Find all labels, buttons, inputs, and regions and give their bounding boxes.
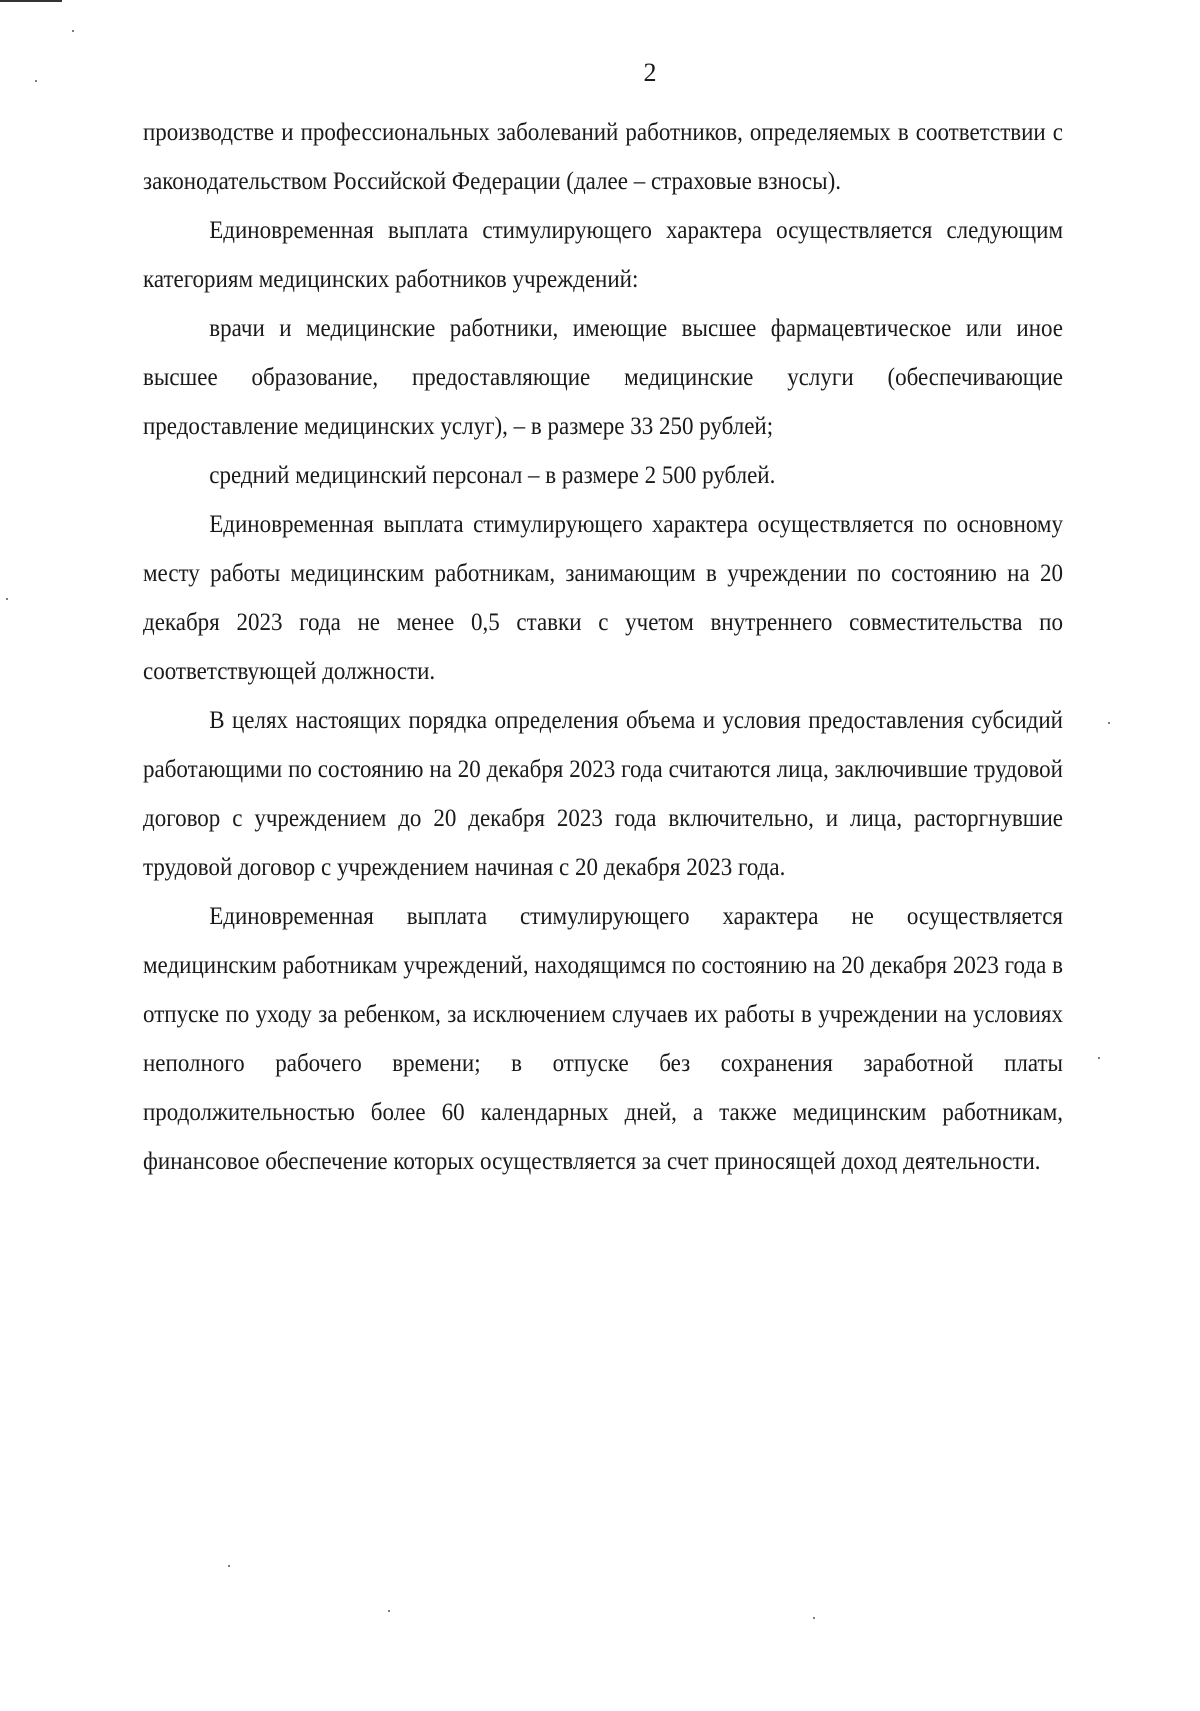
scan-artifact-line: [0, 0, 62, 2]
paragraph-categories-intro: Единовременная выплата стимулирующего характера осуществляется следующим категориям медицинских работников учреждений:: [143, 217, 1063, 293]
scan-speck: [1098, 1057, 1100, 1059]
paragraph-continuation: производстве и профессиональных заболеваний работников, определяемых в соответствии с законодательством Российской Федерации (далее – страховые взносы).: [143, 119, 1063, 195]
scan-speck: [1108, 722, 1110, 724]
scan-speck: [228, 1565, 230, 1567]
page-number: 2: [643, 58, 657, 87]
paragraph-employment-definition: В целях настоящих порядка определения объема и условия предоставления субсидий работающими по состоянию на 20 декабря 2023 года считаются лица, заключившие трудовой договор с учреждением до 20 декабря 2023 года включительно, и лица, расторгнувшие трудовой договор с учреждением начиная с 20 декабря 2023 года.: [143, 707, 1063, 881]
paragraph-nurses-amount: средний медицинский персонал – в размере 2 500 рублей.: [209, 462, 776, 489]
paragraph-eligibility: Единовременная выплата стимулирующего характера осуществляется по основному месту работы медицинским работникам, занимающим в учреждении по состоянию на 20 декабря 2023 года не менее 0,5 ставки с учетом внутреннего совместительства по соответствующей должности.: [143, 511, 1063, 685]
paragraph-exclusions: Единовременная выплата стимулирующего характера не осуществляется медицинским работникам учреждений, находящимся по состоянию на 20 декабря 2023 года в отпуске по уходу за ребенком, за исключением случаев их работы в учреждении на условиях неполного рабочего времени; в отпуске без сохранения заработной платы продолжительностью более 60 календарных дней, а также медицинским работникам, финансовое обеспечение которых осуществляется за счет приносящей доход деятельности.: [143, 903, 1063, 1175]
document-body: [143, 108, 1063, 1186]
scan-speck: [6, 598, 8, 600]
scan-speck: [388, 1610, 390, 1612]
scan-speck: [72, 30, 74, 32]
paragraph-doctors-amount: врачи и медицинские работники, имеющие высшее фармацевтическое или иное высшее образование, предоставляющие медицинские услуги (обеспечивающие предоставление медицинских услуг), – в размере 33 250 рублей;: [143, 315, 1063, 440]
scan-speck: [813, 1617, 815, 1619]
